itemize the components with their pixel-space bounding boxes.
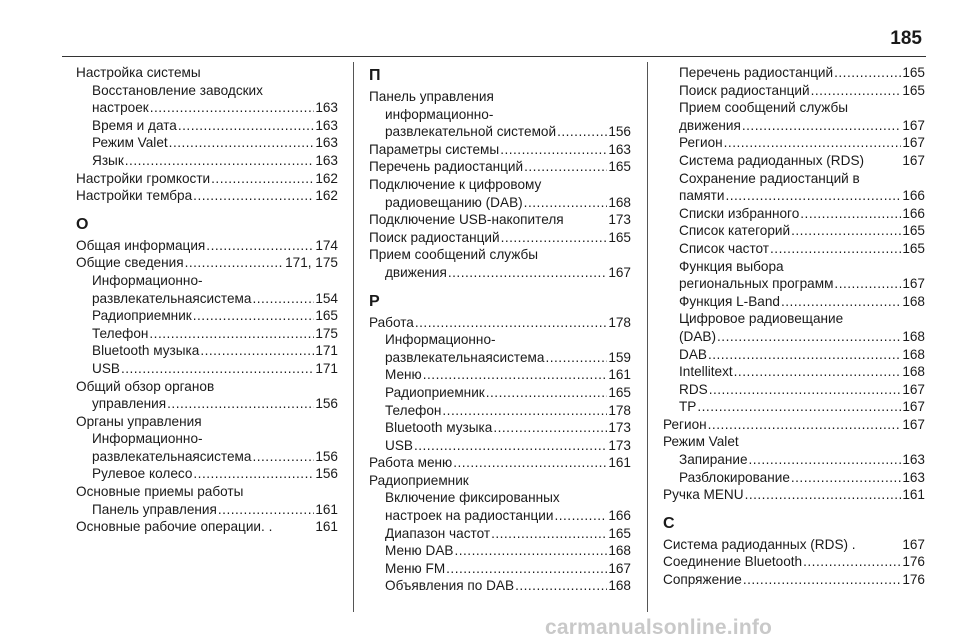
entry-page-number: 168 [608,578,631,594]
entry-label: Список частот [679,240,770,256]
dot-leader [742,117,901,135]
entry-label: Панель управления [92,501,217,517]
entry-label: Параметры системы [369,141,500,157]
entry-label: Списки избранного [679,205,800,221]
dot-leader [724,134,902,152]
entry-page-number: 167 [902,152,925,168]
dot-leader [211,170,314,188]
index-subentry [76,82,338,100]
dot-leader [781,293,901,311]
entry-page-number: 176 [902,572,925,588]
entry-page-number: 165 [902,82,925,98]
index-subentry [76,325,338,343]
entry-label: Радиоприемник [385,384,485,400]
entry-label: Система радиоданных (RDS) [679,152,865,168]
entry-label: Радиоприемник [369,472,469,488]
index-entry [369,246,631,264]
entry-label: Рулевое колесо [92,466,193,482]
entry-label: DAB [679,346,707,362]
entry-label: Общие сведения [76,255,184,271]
index-subentry [369,525,631,543]
index-entry [369,88,631,106]
index-subentry [76,395,338,413]
dot-leader [454,542,607,560]
index-entry [369,229,631,247]
entry-label: Разблокирование [679,469,790,485]
entry-page-number: 165 [902,240,925,256]
entry-page-number: 161 [608,367,631,383]
entry-page-number: 161 [315,501,338,517]
entry-page-number: 167 [608,264,631,280]
entry-label: Время и дата [92,117,177,133]
entry-page-number: 156 [315,466,338,482]
entry-page-number: 165 [315,308,338,324]
index-subentry [369,542,631,560]
index-subentry [76,501,338,519]
entry-page-number: 171 [315,360,338,376]
entry-label: Радиоприемник [92,308,192,324]
dot-leader [709,381,902,399]
entry-label: управления [92,396,167,412]
index-subentry [369,366,631,384]
index-entry [76,483,338,501]
index-subentry [663,293,925,311]
dot-leader [169,134,315,152]
entry-page-number: 173 [608,437,631,453]
entry-label: Органы управления [76,413,202,429]
entry-label: Сопряжение [663,572,742,588]
index-subentry [663,82,925,100]
entry-label: настроек [92,100,149,116]
entry-label: Прием сообщений службы [679,100,849,116]
entry-page-number: 178 [608,402,631,418]
entry-label: Работа [369,314,414,330]
index-letter-heading: О [76,215,89,233]
dot-leader [453,454,607,472]
dot-leader [200,342,314,360]
entry-label: Включение фиксированных [385,490,560,506]
index-subentry [369,402,631,420]
entry-page-number: 165 [902,65,925,80]
dot-leader [791,469,901,487]
dot-leader [524,194,608,212]
index-letter-heading: С [663,514,675,532]
index-subentry [663,346,925,364]
entry-label: Подключение к цифровому [369,176,542,192]
index-subentry [663,170,925,188]
entry-page-number: 163 [315,117,338,133]
index-subentry [663,258,925,276]
entry-label: Панель управления [369,89,494,104]
entry-page-number: 161 [608,455,631,471]
entry-label: USB [385,437,413,453]
index-subentry [663,363,925,381]
entry-label: Основные приемы работы [76,484,244,500]
entry-page-number: 161 [902,487,925,503]
entry-label: Сохранение радиостанций в [679,170,860,186]
entry-page-number: 178 [608,314,631,330]
dot-leader [423,366,608,384]
index-entry [369,472,631,490]
entry-label: Перечень радиостанций [369,159,524,175]
index-subentry [663,451,925,469]
index-subentry [369,489,631,507]
dot-leader [193,307,315,325]
dot-leader [493,419,607,437]
entry-label: Настройки громкости [76,170,211,186]
header-rule [62,56,926,57]
entry-page-number: 156 [315,448,338,464]
index-subentry [663,469,925,487]
entry-label: Восстановление заводских [92,82,263,98]
entry-label: развлекательнаясистема [92,290,252,306]
entry-page-number: 175 [315,325,338,341]
entry-page-number: 165 [608,229,631,245]
entry-label: Функция L-Band [679,293,780,309]
index-subentry [76,448,338,466]
index-entry [369,454,631,472]
entry-page-number: 165 [608,384,631,400]
entry-label: Регион [679,135,723,151]
index-subentry [369,194,631,212]
index-subentry [76,152,338,170]
index-subentry [663,117,925,135]
dot-leader [125,152,315,170]
index-entry [76,237,338,255]
index-subentry [369,123,631,141]
entry-label: Подключение USB-накопителя [369,212,564,228]
entry-page-number: 174 [315,237,338,253]
index-subentry [76,342,338,360]
dot-leader [717,328,901,346]
entry-page-number: 167 [902,381,925,397]
dot-leader [545,349,607,367]
entry-page-number: 173 [608,420,631,436]
entry-label: Intellitext [679,364,733,380]
entry-label: Общий обзор органов [76,378,215,394]
page-number: 185 [890,28,922,49]
entry-label: настроек на радиостанции [385,508,554,524]
entry-label: Информационно- [92,272,203,288]
entry-page-number: 167 [902,117,925,133]
index-entry [76,254,338,272]
entry-page-number: 167 [902,536,925,552]
entry-page-number: 171 [315,343,338,359]
entry-label: радиовещанию (DAB) [385,194,523,210]
entry-page-number: 161 [315,519,338,535]
entry-page-number: 167 [902,135,925,151]
entry-page-number: 173 [608,212,631,228]
index-subentry [369,264,631,282]
entry-label: Меню DAB [385,543,454,559]
entry-label: Соединение Bluetooth [663,554,803,570]
dot-leader [743,571,901,589]
dot-leader [515,577,607,595]
entry-page-number: 167 [902,276,925,292]
dot-leader [524,158,607,176]
entry-page-number: 163 [902,452,925,468]
index-subentry [663,398,925,416]
entry-page-number: 163 [608,141,631,157]
index-column-2 [369,64,631,595]
entry-page-number: 168 [902,328,925,344]
entry-label: Информационно- [385,332,496,348]
index-entry [663,416,925,434]
dot-leader [442,402,607,420]
index-subentry [76,465,338,483]
dot-leader [800,205,901,223]
index-subentry [663,310,925,328]
entry-label: USB [92,360,120,376]
index-subentry [76,272,338,290]
index-entry [663,571,925,589]
entry-label: движения [679,117,741,133]
entry-page-number: 167 [608,560,631,576]
dot-leader [697,398,901,416]
column-divider [647,62,648,612]
entry-label: Ручка MENU [663,487,744,503]
index-letter-heading: Р [369,292,380,310]
dot-leader [218,501,314,519]
index-subentry [663,99,925,117]
index-subentry [76,134,338,152]
dot-leader [834,64,901,82]
entry-label: TP [679,399,697,415]
index-subentry [663,152,925,170]
index-subentry [76,430,338,448]
entry-page-number: 154 [315,290,338,306]
entry-page-number: 159 [608,349,631,365]
entry-label: Поиск радиостанций [679,82,810,98]
dot-leader [834,275,901,293]
entry-label: (DAB) [679,328,717,344]
dot-leader [501,229,608,247]
entry-page-number: 166 [902,188,925,204]
dot-leader [708,346,901,364]
index-letter-heading: П [369,67,381,84]
dot-leader [193,187,314,205]
index-subentry [369,349,631,367]
entry-label: Bluetooth музыка [385,420,493,436]
index-entry [76,518,338,536]
index-entry [369,141,631,159]
entry-label: Список категорий [679,223,791,239]
entry-page-number: 162 [315,188,338,204]
index-subentry [76,99,338,117]
entry-page-number: 165 [608,525,631,541]
index-entry [663,553,925,571]
dot-leader [791,222,901,240]
dot-leader [749,451,902,469]
dot-leader [167,395,314,413]
index-subentry [663,187,925,205]
index-subentry [369,507,631,525]
entry-label: Поиск радиостанций [369,229,500,245]
index-entry [76,378,338,396]
entry-page-number: 167 [902,416,925,432]
index-subentry [76,290,338,308]
dot-leader [803,553,901,571]
index-entry [369,211,631,229]
index-subentry [76,307,338,325]
index-subentry [369,560,631,578]
index-subentry [369,577,631,595]
entry-page-number: 163 [902,469,925,485]
dot-leader [193,465,314,483]
entry-label: RDS [679,381,708,397]
dot-leader [708,416,902,434]
entry-label: Перечень радиостанций [679,65,834,80]
dot-leader [446,560,607,578]
entry-label: Язык [92,152,124,168]
entry-page-number: 166 [902,205,925,221]
index-column-1 [76,64,338,536]
entry-label: развлекательной системой [385,124,557,140]
index-entry [369,176,631,194]
index-subentry [663,275,925,293]
entry-page-number: 163 [315,152,338,168]
index-entry [76,170,338,188]
dot-leader [206,237,314,255]
dot-leader [557,123,607,141]
dot-leader [500,141,607,159]
dot-leader [745,486,902,504]
entry-page-number: 166 [608,508,631,524]
entry-label: Bluetooth музыка [92,343,200,359]
dot-leader [121,360,314,378]
column-divider [353,62,354,612]
entry-label: Цифровое радиовещание [679,311,844,327]
entry-page-number: 163 [315,100,338,116]
dot-leader [178,117,314,135]
entry-page-number: 168 [608,543,631,559]
entry-label: Телефон [385,402,442,418]
entry-label: Телефон [92,325,149,341]
index-subentry [663,381,925,399]
index-entry [76,64,338,82]
index-subentry [369,437,631,455]
index-entry [663,536,925,554]
index-entry [663,486,925,504]
index-subentry [369,106,631,124]
dot-leader [150,99,315,117]
index-subentry [369,331,631,349]
entry-page-number: 156 [315,396,338,412]
entry-label: Прием сообщений службы [369,247,539,263]
dot-leader [811,82,902,100]
index-subentry [369,384,631,402]
index-column-3 [663,64,925,589]
entry-label: Объявления по DAB [385,578,515,594]
index-entry [663,433,925,451]
entry-label: Режим Valet [663,434,739,450]
dot-leader [734,363,902,381]
dot-leader [415,314,607,332]
dot-leader [149,325,314,343]
entry-label: развлекательнаясистема [385,349,545,365]
entry-page-number: 162 [315,170,338,186]
index-subentry [663,328,925,346]
index-entry [369,158,631,176]
entry-page-number: 176 [902,554,925,570]
entry-page-number: 168 [902,293,925,309]
entry-label: Запирание [679,452,748,468]
entry-label: Меню FM [385,560,446,576]
dot-leader [252,290,314,308]
entry-label: Функция выбора [679,258,784,274]
entry-page-number: 163 [315,135,338,151]
entry-page-number: 167 [902,399,925,415]
entry-page-number: 165 [608,159,631,175]
index-subentry [76,360,338,378]
dot-leader [486,384,608,402]
entry-label: Настройки тембра [76,188,193,204]
dot-leader [185,254,285,272]
entry-label: памяти [679,188,725,204]
entry-label: Работа меню [369,455,453,471]
dot-leader [554,507,607,525]
entry-page-number: 156 [608,124,631,140]
entry-page-number: 165 [902,223,925,239]
index-subentry [663,64,925,82]
entry-page-number: 168 [608,194,631,210]
entry-label: Регион [663,416,707,432]
entry-label: региональных программ [679,276,834,292]
entry-label: Информационно- [92,431,203,447]
entry-label: Система радиоданных (RDS) . [663,536,856,552]
entry-label: Настройка системы [76,65,201,80]
entry-label: Диапазон частот [385,525,491,541]
watermark: carmanualsonline.info [545,616,773,639]
dot-leader [252,448,314,466]
entry-label: Меню [385,367,422,383]
index-subentry [369,419,631,437]
dot-leader [725,187,901,205]
dot-leader [414,437,607,455]
index-subentry [663,222,925,240]
entry-label: информационно- [385,106,494,122]
index-subentry [663,134,925,152]
entry-label: Основные рабочие операции. . [76,519,273,535]
index-subentry [663,240,925,258]
dot-leader [448,264,607,282]
entry-page-number: 168 [902,346,925,362]
entry-label: Режим Valet [92,135,168,151]
entry-page-number: 171, 175 [285,255,338,271]
index-subentry [76,117,338,135]
entry-page-number: 168 [902,364,925,380]
index-entry [369,314,631,332]
entry-label: Общая информация [76,237,206,253]
index-entry [76,413,338,431]
index-entry [76,187,338,205]
entry-label: движения [385,264,447,280]
entry-label: развлекательнаясистема [92,448,252,464]
index-subentry [663,205,925,223]
dot-leader [770,240,901,258]
dot-leader [491,525,607,543]
